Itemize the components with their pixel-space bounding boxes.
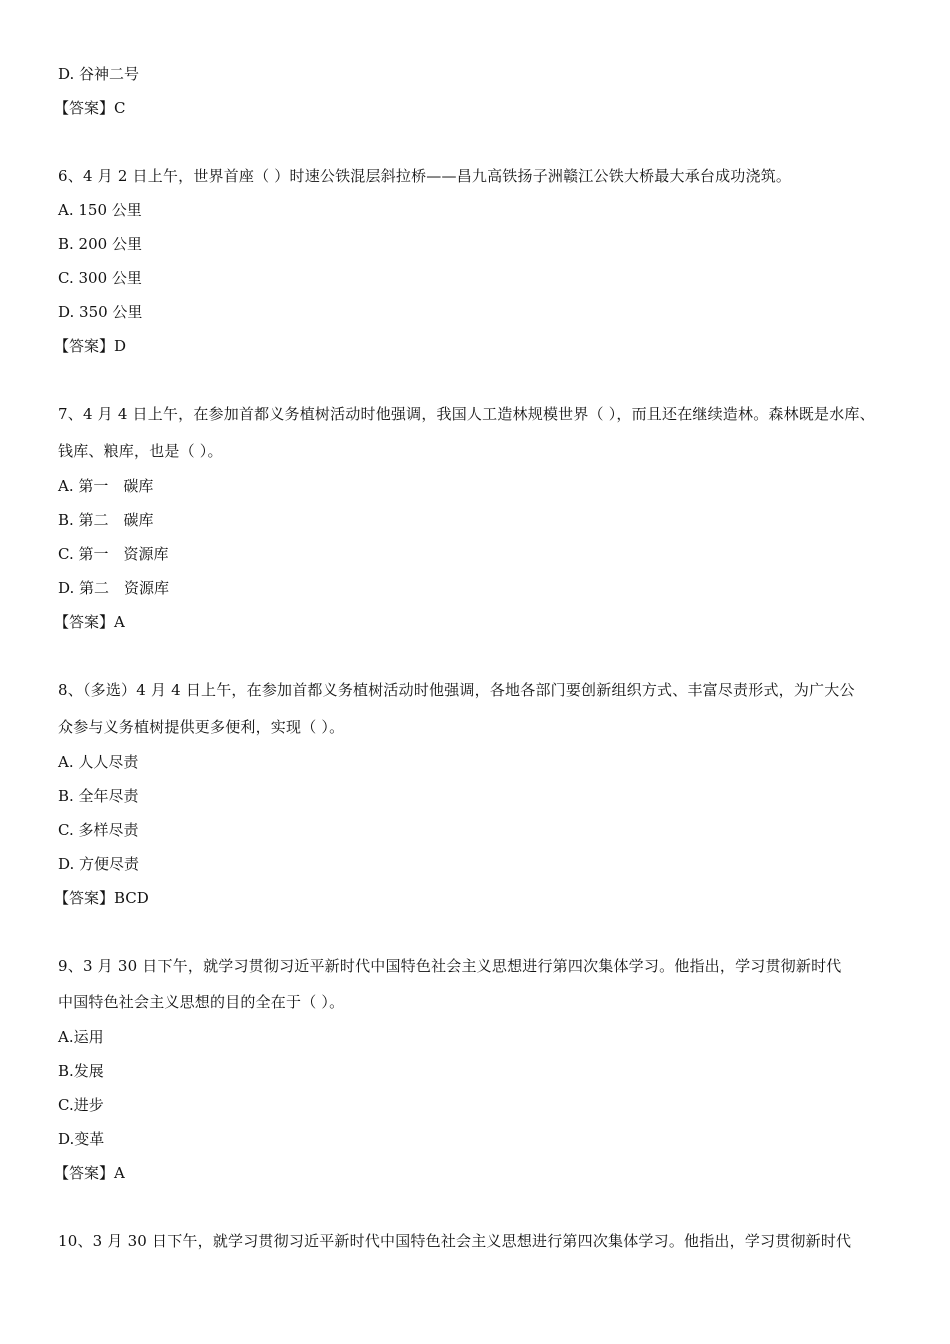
q8-option-c: C. 多样尽责 [58, 821, 139, 839]
q8-text-line-2: 众参与义务植树提供更多便利，实现（ ）。 [58, 718, 345, 736]
q9-text-line-1: 9、3 月 30 日下午，就学习贯彻习近平新时代中国特色社会主义思想进行第四次集体学习。他指出，学习贯彻新时代 [58, 957, 842, 975]
q7-text-line-1: 7、4 月 4 日上午，在参加首都义务植树活动时他强调，我国人工造林规模世界（ ），而且还在继续造林。森林既是水库、 [58, 405, 875, 423]
q8-answer: 【答案】BCD [54, 889, 149, 907]
q8-option-a: A. 人人尽责 [58, 753, 139, 771]
q9-option-a: A.运用 [58, 1028, 104, 1046]
q7-option-a: A. 第一 碳库 [58, 477, 154, 495]
q10-text-line-1: 10、3 月 30 日下午，就学习贯彻习近平新时代中国特色社会主义思想进行第四次集体学习。他指出，学习贯彻新时代 [58, 1232, 852, 1250]
q8-text-line-1: 8、（多选）4 月 4 日上午，在参加首都义务植树活动时他强调，各地各部门要创新组织方式、丰富尽责形式，为广大公 [58, 681, 855, 699]
q7-option-c: C. 第一 资源库 [58, 545, 169, 563]
q6-text-line-1: 6、4 月 2 日上午，世界首座（ ）时速公铁混层斜拉桥——昌九高铁扬子洲赣江公铁大桥最大承台成功浇筑。 [58, 167, 792, 185]
q7-text-line-2: 钱库、粮库，也是（ ）。 [58, 442, 223, 460]
q7-option-b: B. 第二 碳库 [58, 511, 154, 529]
q7-answer: 【答案】A [54, 613, 125, 631]
q8-option-d: D. 方便尽责 [58, 855, 140, 873]
q9-answer: 【答案】A [54, 1164, 125, 1182]
q6-option-a: A. 150 公里 [58, 201, 142, 219]
q5-option-d: D. 谷神二号 [58, 65, 140, 83]
q6-answer: 【答案】D [54, 337, 127, 355]
q6-option-c: C. 300 公里 [58, 269, 142, 287]
q7-option-d: D. 第二 资源库 [58, 579, 170, 597]
q5-answer: 【答案】C [54, 99, 126, 117]
q8-option-b: B. 全年尽责 [58, 787, 139, 805]
q9-option-c: C.进步 [58, 1096, 104, 1114]
q6-option-d: D. 350 公里 [58, 303, 143, 321]
q9-option-d: D.变革 [58, 1130, 105, 1148]
q9-text-line-2: 中国特色社会主义思想的目的全在于（ ）。 [58, 993, 345, 1011]
q9-option-b: B.发展 [58, 1062, 104, 1080]
q6-option-b: B. 200 公里 [58, 235, 142, 253]
